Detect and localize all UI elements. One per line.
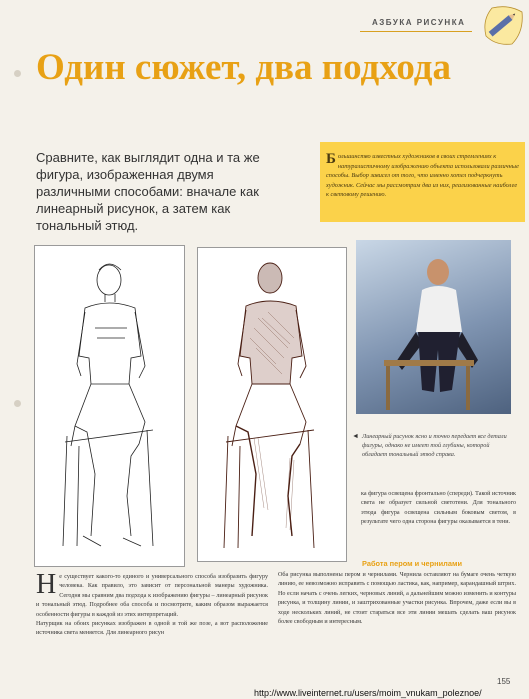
left-column-text <box>36 569 268 639</box>
photo-caption: Линеарный рисунок ясно и точно передает все детали фигуры, однако не имеет той глубины, которой обладает тональный этюд справа. <box>362 433 507 458</box>
page-number: 155 <box>497 677 511 686</box>
series-rule <box>360 31 472 32</box>
binder-hole <box>14 400 21 407</box>
pencil-icon <box>478 2 526 48</box>
caption-arrow-icon: ◄ <box>352 432 359 440</box>
binder-hole <box>14 70 21 77</box>
watermark-url: http://www.liveinternet.ru/users/moim_vnukam_poleznoe/ <box>254 688 482 698</box>
tonal-drawing-illustration <box>197 247 347 562</box>
left-dropcap: Н <box>36 569 57 600</box>
left-para-2: Натурщик на обоих рисунках изображен в одной и той же позе, а вот расположение источника света меняется. Для линеарного рисун <box>36 621 268 637</box>
page-title: Один сюжет, два подхода <box>36 47 451 88</box>
sidebar-body: ольшинство известных художников в своих стремлениях к натуралистичному изображению объекта использовали различные способы. Выбор зависел от того, что именно хотел подчеркнуть художник. Сейчас мы рассмотрим два из них, реализованные наиболее к световому решению. <box>326 153 519 198</box>
right-column-body: Оба рисунка выполнены пером и чернилами. Чернила оставляют на бумаге очень четкую линию, ее невозможно исправить с помощью ластика, как, например, карандашный штрих. Но если начать с очень легких, черновых линий, а дальнейшим можно изменить и контуры рисунка, и толщину линии, и заштрихованные участки рисунка. Впрочем, даже если вы в ходе нескольких линий, не стоит стараться все эти линии мешать сделать ваш рисунок более свободным и интересным. <box>278 572 516 626</box>
section-subheading: Работа пером и чернилами <box>362 559 462 568</box>
series-label: АЗБУКА РИСУНКА <box>372 18 466 27</box>
left-para-1: е существует какого-то единого и универсального способа изобразить фигуру человека. Как правило, это зависит от персональной манеры художника. Сегодня мы сравним два подхода к изображению фигуры – линеарный рисунок и тональный этюд. Подробнее оба способа и посмотрите, каким образом выражается особенности фигуры в каждой из этих интерпретаций. <box>36 574 268 618</box>
sidebar-dropcap: Б <box>326 151 336 167</box>
model-photo <box>356 240 511 414</box>
line-drawing-illustration <box>34 245 185 567</box>
intro-text: Сравните, как выглядит одна и та же фигура, изображенная двумя различными способами: вначале как линеарный рисунок, а затем как тональный этюд. <box>36 150 260 233</box>
right-column-top-text: ка фигура освещена фронтально (спереди). Такой источник света не образует сильной светотени. Для тонального этюда фигура освещена сильным боковым светом, в результате чего одна сторона фигуры оказывается в тени. <box>361 491 516 526</box>
sidebar-text <box>326 152 519 200</box>
